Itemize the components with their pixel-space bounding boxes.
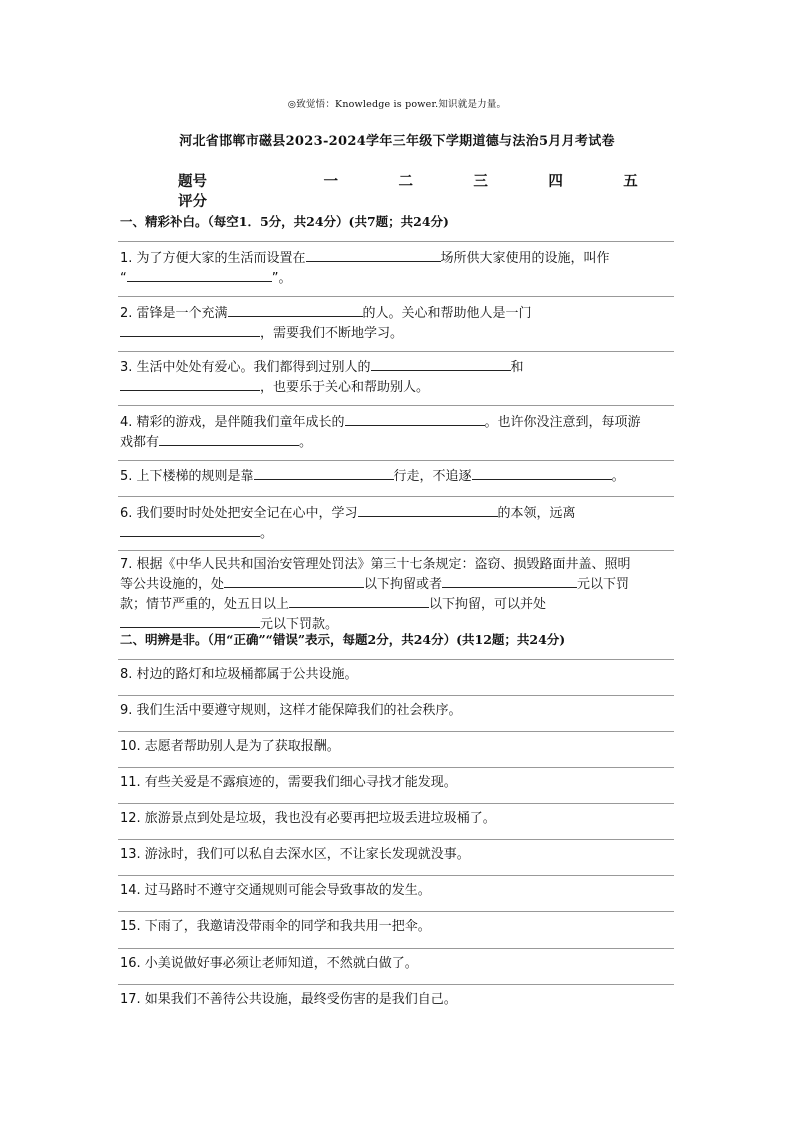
divider <box>118 550 674 551</box>
divider <box>118 659 674 660</box>
q4-text-d: 。 <box>299 435 313 450</box>
divider <box>118 767 674 768</box>
column-5: 五 <box>623 172 638 190</box>
q4-text-c: 戏都有 <box>120 435 160 450</box>
answer-blank[interactable] <box>224 574 364 588</box>
answer-blank[interactable] <box>254 466 394 480</box>
exam-title: 河北省邯郸市磁县2023-2024学年三年级下学期道德与法治5月月考试卷 <box>179 134 615 149</box>
q3-text-c: ，也要乐于关心和帮助别人。 <box>260 380 430 395</box>
divider <box>118 948 674 949</box>
q1-text-c: “ <box>120 271 127 286</box>
q1-text-b: 场所供大家使用的设施，叫作 <box>440 251 610 266</box>
answer-blank[interactable] <box>228 303 363 317</box>
motto-header: ◎致觉悟：Knowledge is power.知识就是力量。 <box>287 99 507 110</box>
answer-blank[interactable] <box>159 432 299 446</box>
q5-text-b: 行走，不追逐 <box>393 469 472 484</box>
q6-text-a: 6. 我们要时时处处把安全记在心中，学习 <box>120 506 358 521</box>
judgement-item: 12. 旅游景点到处是垃圾，我也没有必要再把垃圾丢进垃圾桶了。 <box>120 811 496 826</box>
question-6 <box>120 503 676 543</box>
question-5 <box>120 466 676 486</box>
judgement-item: 17. 如果我们不善待公共设施，最终受伤害的是我们自己。 <box>120 992 457 1007</box>
question-2 <box>120 303 676 343</box>
q1-text-a: 1. 为了方便大家的生活而设置在 <box>120 251 306 266</box>
question-7 <box>120 556 676 634</box>
answer-blank[interactable] <box>120 323 260 337</box>
answer-blank[interactable] <box>345 412 485 426</box>
divider <box>118 731 674 732</box>
judgement-item: 8. 村边的路灯和垃圾桶都属于公共设施。 <box>120 667 358 682</box>
q7-text-a: 7. 根据《中华人民共和国治安管理处罚法》第三十七条规定：盗窃、损毁路面井盖、照明 <box>120 557 631 572</box>
judgement-item: 9. 我们生活中要遵守规则，这样才能保障我们的社会秩序。 <box>120 703 462 718</box>
divider <box>118 405 674 406</box>
q6-text-c: 。 <box>260 526 274 541</box>
q5-text-a: 5. 上下楼梯的规则是靠 <box>120 469 254 484</box>
question-1 <box>120 248 676 288</box>
q7-text-b: 等公共设施的，处 <box>120 577 225 592</box>
column-1: 一 <box>323 172 339 190</box>
q7-text-f: 以下拘留，可以并处 <box>429 597 547 612</box>
q5-text-c: 。 <box>611 469 625 484</box>
question-number-label: 题号 <box>178 172 207 190</box>
judgement-item: 14. 过马路时不遵守交通规则可能会导致事故的发生。 <box>120 883 431 898</box>
score-table-score-row <box>178 190 668 210</box>
q3-text-a: 3. 生活中处处有爱心。我们都得到过别人的 <box>120 360 371 375</box>
q2-text-c: ，需要我们不断地学习。 <box>260 326 404 341</box>
question-4 <box>120 412 676 452</box>
answer-blank[interactable] <box>120 523 260 537</box>
judgement-item: 16. 小美说做好事必须让老师知道，不然就白做了。 <box>120 956 418 971</box>
answer-blank[interactable] <box>289 594 429 608</box>
score-label: 评分 <box>178 192 207 210</box>
q7-text-c: 以下拘留或者 <box>364 577 443 592</box>
divider <box>118 911 674 912</box>
divider <box>118 839 674 840</box>
answer-blank[interactable] <box>127 268 272 282</box>
q2-text-b: 的人。关心和帮助他人是一门 <box>362 306 532 321</box>
column-3: 三 <box>473 172 488 190</box>
q4-text-b: 。也许你没注意到，每项游 <box>484 415 641 430</box>
answer-blank[interactable] <box>120 377 260 391</box>
judgement-item: 10. 志愿者帮助别人是为了获取报酬。 <box>120 739 340 754</box>
score-table <box>178 170 668 210</box>
divider <box>118 875 674 876</box>
answer-blank[interactable] <box>371 357 511 371</box>
answer-blank[interactable] <box>358 503 498 517</box>
judgement-item: 15. 下雨了，我邀请没带雨伞的同学和我共用一把伞。 <box>120 919 431 934</box>
divider <box>118 296 674 297</box>
answer-blank[interactable] <box>120 614 260 628</box>
answer-blank[interactable] <box>306 248 441 262</box>
judgement-item: 11. 有些关爱是不露痕迹的，需要我们细心寻找才能发现。 <box>120 775 457 790</box>
q2-text-a: 2. 雷锋是一个充满 <box>120 306 228 321</box>
section-2-heading: 二、明辨是非。（用“正确”“错误”表示，每题2分，共24分）(共12题；共24分) <box>120 632 566 647</box>
column-4: 四 <box>548 172 563 190</box>
q4-text-a: 4. 精彩的游戏，是伴随我们童年成长的 <box>120 415 345 430</box>
question-3 <box>120 357 676 397</box>
divider <box>118 984 674 985</box>
divider <box>118 695 674 696</box>
q7-text-e: 款；情节严重的，处五日以上 <box>120 597 290 612</box>
answer-blank[interactable] <box>472 466 612 480</box>
judgement-item: 13. 游泳时，我们可以私自去深水区，不让家长发现就没事。 <box>120 847 470 862</box>
q3-text-b: 和 <box>510 360 524 375</box>
q7-text-d: 元以下罚 <box>577 577 630 592</box>
divider <box>118 803 674 804</box>
q7-text-g: 元以下罚款。 <box>260 617 339 632</box>
score-table-header-row <box>178 170 668 190</box>
answer-blank[interactable] <box>442 574 577 588</box>
q6-text-b: 的本领，远离 <box>497 506 576 521</box>
divider <box>118 241 674 242</box>
section-1-heading: 一、精彩补白。（每空1．5分，共24分）(共7题；共24分) <box>120 214 449 229</box>
divider <box>118 496 674 497</box>
column-2: 二 <box>398 172 413 190</box>
divider <box>118 351 674 352</box>
q1-text-d: ”。 <box>271 271 292 286</box>
divider <box>118 460 674 461</box>
